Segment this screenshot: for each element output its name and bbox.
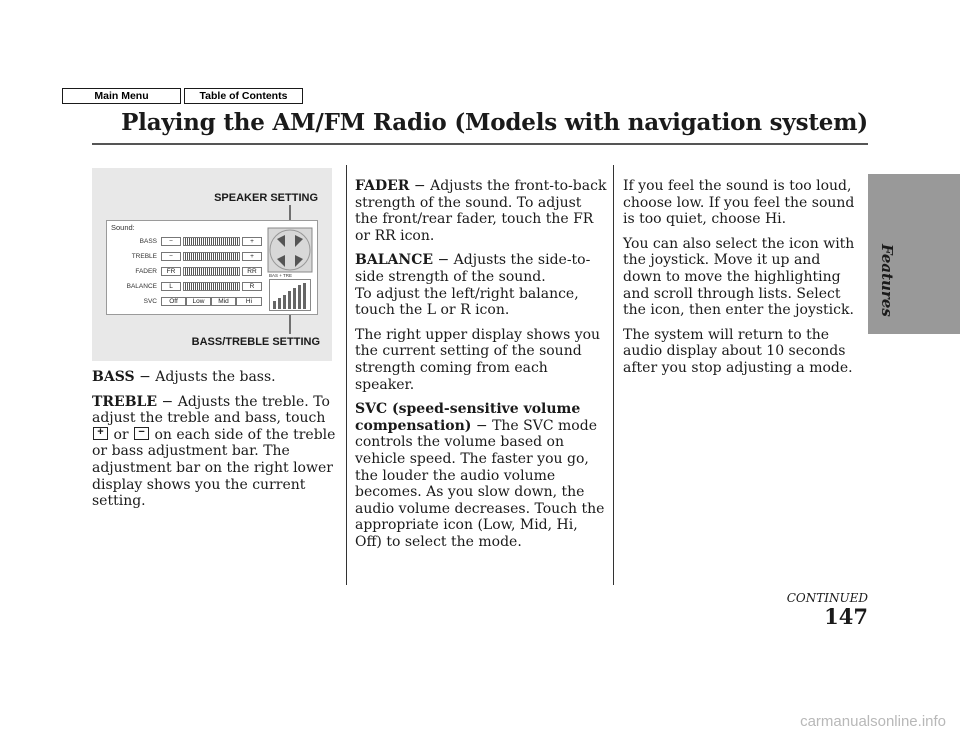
dash: − [413,178,426,194]
dash: − [161,393,174,410]
svc-hi-button[interactable]: Hi [236,297,262,306]
balance-r-button[interactable]: R [242,282,262,291]
balance-adjust-bar [183,282,240,291]
eq-label: BAS + TRE [269,273,293,278]
bass-row-label: BASS [139,238,157,245]
page-title: Playing the AM/FM Radio (Models with navigation system) [121,109,868,136]
treble-minus-button[interactable]: − [161,252,181,261]
fader-text: Adjusts the front-to-back strength of the sound. To adjust the front/rear fader, touch the FR or RR icon. [355,178,607,244]
speaker-setting-label: SPEAKER SETTING [214,192,318,204]
continued-label: CONTINUED [786,591,868,605]
balance-text-1: Adjusts the side-to-side strength of the sound. [355,252,591,285]
display-paragraph [355,327,607,393]
svc-term: SVC (speed-sensitive volume compensation) [355,401,581,434]
balance-text-2: To adjust the left/right balance, touch the L or R icon. [355,285,579,319]
column-divider-2 [613,165,614,585]
dash: − [475,417,488,434]
bass-minus-button[interactable]: − [161,237,181,246]
return-paragraph: The system will return to the audio display about 10 seconds after you stop adjusting a mode. [623,326,853,376]
fader-paragraph [355,178,607,244]
column-2 [355,178,607,558]
treble-plus-button[interactable]: + [242,252,262,261]
joystick-paragraph: You can also select the icon with the joystick. Move it up and down to move the highlighting and scroll through lists. Select the icon, then enter the joystick. [623,235,855,319]
speaker-balance-display [267,227,313,273]
plus-icon [93,427,108,440]
bass-paragraph [92,369,338,386]
svc-paragraph [355,401,607,550]
section-label: Features [878,244,896,317]
treble-paragraph [92,394,338,510]
balance-l-button[interactable]: L [161,282,181,291]
svc-text: The SVC mode controls the volume based on vehicle speed. The faster you go, the louder the audio volume becomes. As you slow down, the audio volume decreases. Touch the appropriate icon (Low, Mid, Hi, Off) to select the mode. [355,417,605,550]
balance-paragraph-2 [355,286,607,319]
plus-icon-glyph: + [97,425,104,438]
fader-term: FADER [355,178,410,194]
dash: − [437,252,450,269]
bass-treble-setting-label: BASS/TREBLE SETTING [191,336,320,348]
dash: − [139,369,151,385]
svc-off-button[interactable]: Off [161,297,186,306]
balance-row-label: BALANCE [126,283,157,290]
bass-adjust-bar [183,237,240,246]
display-text: The right upper display shows you the current setting of the sound strength coming from each speaker. [355,326,601,393]
balance-paragraph [355,252,607,285]
sound-level-paragraph: If you feel the sound is too loud, choose low. If you feel the sound is too quiet, choose Hi. [623,178,855,228]
treble-text-3: on each side of the treble or bass adjustment bar. The adjustment bar on the right lower display shows you the current setting. [92,426,336,510]
table-of-contents-button[interactable]: Table of Contents [184,88,303,104]
sound-setting-figure [92,168,332,361]
header-divider [92,143,868,145]
minus-icon-glyph: − [138,425,145,438]
balance-term: BALANCE [355,252,434,269]
fader-row-label: FADER [135,268,157,275]
bass-treble-display [269,279,311,311]
fader-rr-button[interactable]: RR [242,267,262,276]
column-3 [623,178,863,385]
fader-adjust-bar [183,267,240,276]
svc-low-button[interactable]: Low [186,297,211,306]
column-1 [92,369,338,518]
treble-row-label: TREBLE [131,253,157,260]
treble-adjust-bar [183,252,240,261]
minus-icon [134,427,149,440]
sound-screen [106,220,318,315]
svc-row-label: SVC [143,298,157,305]
svc-mid-button[interactable]: Mid [211,297,236,306]
treble-text-2: or [113,426,129,443]
fader-fr-button[interactable]: FR [161,267,181,276]
bass-plus-button[interactable]: + [242,237,262,246]
treble-text-1: Adjusts the treble. To adjust the treble and bass, touch [92,393,330,427]
watermark: carmanualsonline.info [800,713,946,730]
bass-text: Adjusts the bass. [155,369,276,385]
main-menu-button[interactable]: Main Menu [62,88,181,104]
page-number: 147 [824,604,868,629]
column-divider-1 [346,165,347,585]
screen-title: Sound: [111,223,135,232]
treble-term: TREBLE [92,393,158,410]
bass-term: BASS [92,369,135,385]
